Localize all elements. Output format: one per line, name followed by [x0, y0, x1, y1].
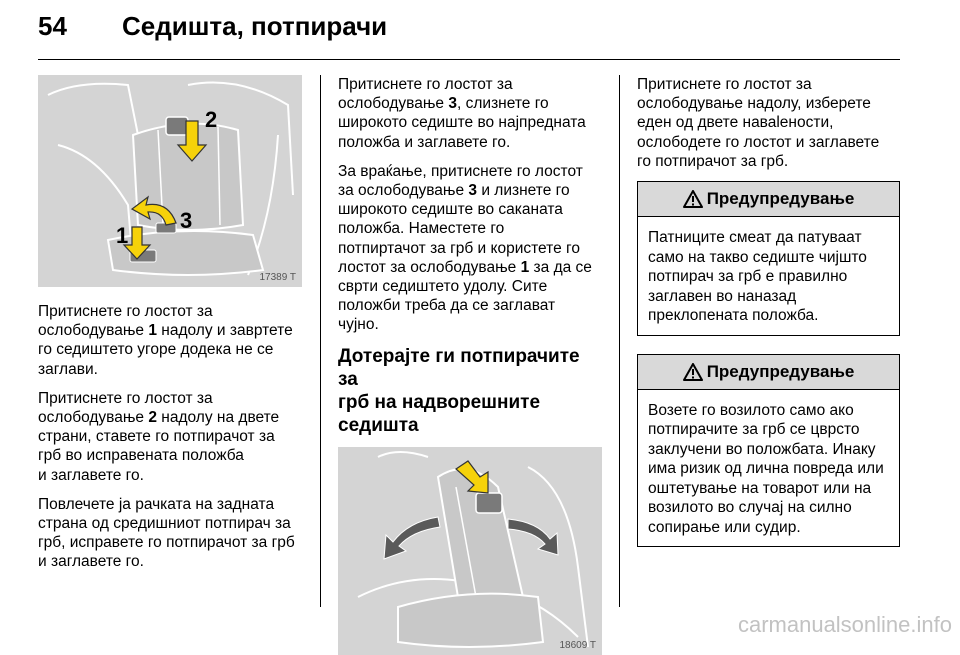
column-divider-left [320, 75, 321, 607]
paragraph-slide-seat: Притиснете го лостот за ослободување 3, слизнете го широкото седиште во најпредната положба и заглавете го. [338, 76, 586, 151]
warning-title: Предупредување [706, 189, 855, 209]
column-3 [637, 75, 900, 547]
figure-code: 18609 T [559, 639, 596, 651]
warning-box-passengers [637, 181, 900, 336]
callout-2: 2 [205, 107, 218, 132]
column-1 [38, 75, 302, 582]
warning-title: Предупредување [706, 361, 855, 381]
paragraph-recline: Притиснете го лостот за ослободување надолу, изберете еден од двете наваlености, ослободете го лостот и заглавете го потпирачот за грб. [637, 76, 880, 170]
page-title: Седишта, потпирачи [122, 11, 388, 41]
paragraph-rotate-seat: Притиснете го лостот за ослободување 1 надолу и завртете го седиштето угоре додека не се заглави. [38, 303, 293, 378]
header-divider [38, 59, 900, 60]
warning-triangle-icon [683, 363, 703, 381]
section-heading: Дотерајте ги потпирачите за грб на надворешните седишта [338, 345, 580, 436]
column-2 [338, 75, 604, 655]
page-header [0, 0, 960, 60]
warning-header [638, 355, 899, 390]
paragraph-return-seat: За враќање, притиснете го лостот за ослободување 3 и лизнете го широкото седиште во саканата положба. Наместете го потпиртачот за грб и користете го лостот за ослободување 1 за да се сврти седиштето удолу. Сите положби треба да се заглават чујно. [338, 162, 592, 334]
callout-3: 3 [180, 208, 193, 233]
warning-text: Патниците смеат да патуваат само на такво седиште чијшто потпирач за грб е правилно заглавен во наназад преклопената положба. [648, 229, 867, 325]
paragraph-raise-backrest: Притиснете го лостот за ослободување 2 надолу на двете страни, ставете го потпирачот за грб во исправената положба и заглавете го. [38, 389, 280, 484]
callout-1: 1 [116, 223, 129, 248]
paragraph-center-backrest: Повлечете ја рачката на задната страна од средишниот потпирач за грб, исправете го потпирачот за грб и заглавете го. [38, 495, 295, 571]
figure-code: 17389 T [259, 272, 296, 283]
backrest-recline-illustration [338, 447, 602, 655]
column-divider-right [619, 75, 620, 607]
warning-text: Возете го возилото само ако потпирачите за грб се цврсто заклучени во положбата. Инаку има ризик од лична повреда или оштетување на товарот или на возилото во случај на силно сопирање или судир. [648, 401, 884, 536]
warning-box-locked [637, 354, 900, 548]
backrest-diagram [338, 447, 602, 655]
warning-header [638, 182, 899, 217]
page-number: 54 [38, 11, 67, 41]
watermark: carmanualsonline.info [737, 612, 952, 637]
warning-triangle-icon [683, 190, 703, 208]
seat-release-illustration [38, 75, 302, 287]
seat-diagram [38, 75, 302, 287]
